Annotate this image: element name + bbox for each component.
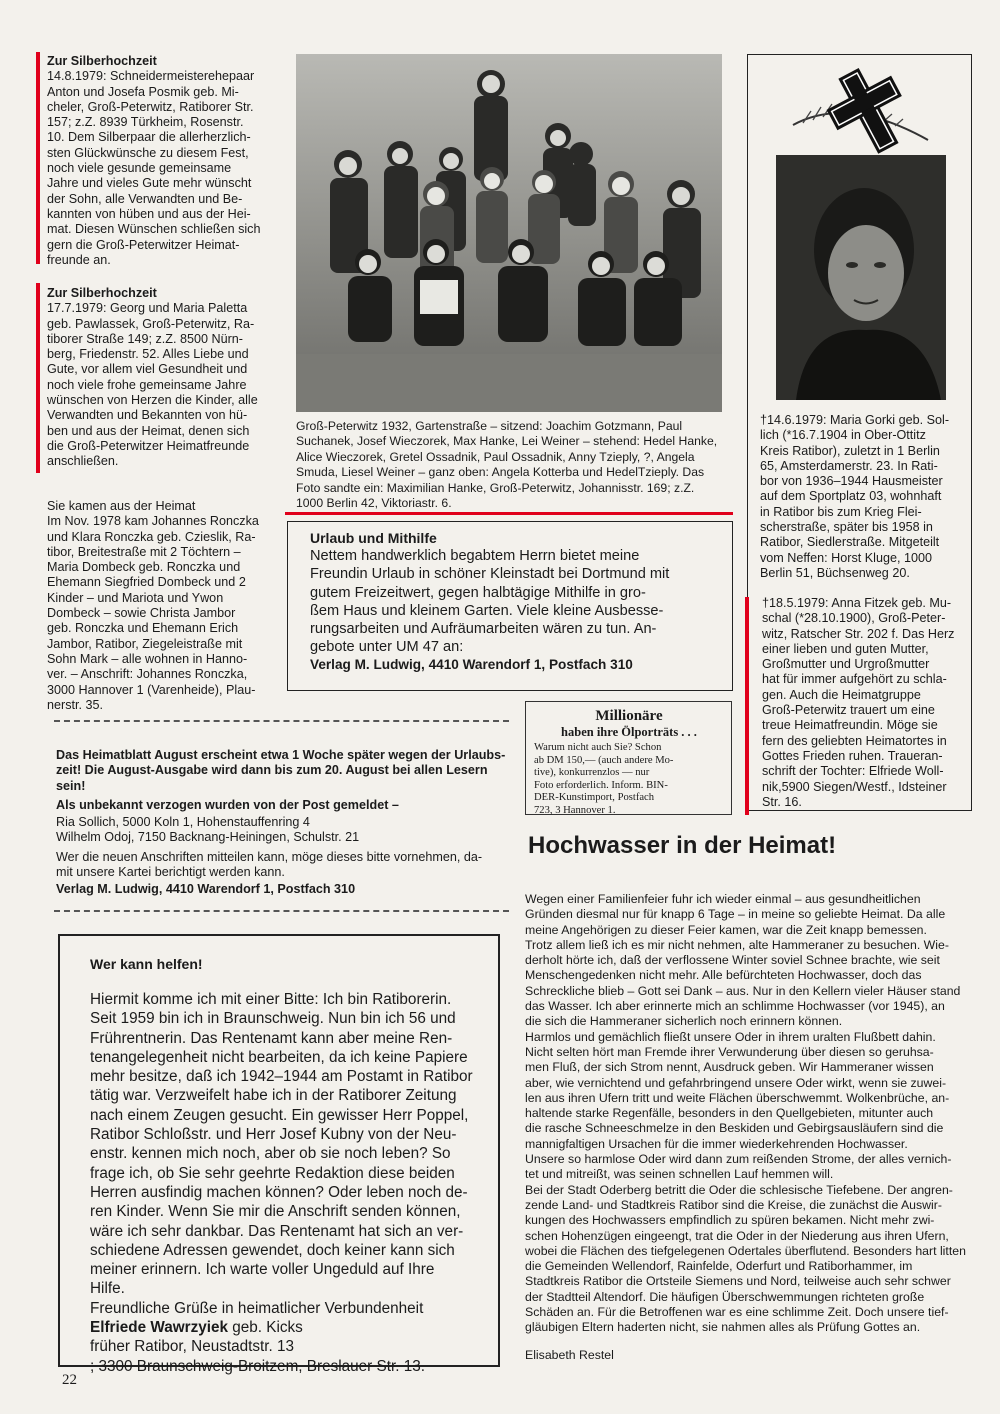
- portrait-ad: [534, 708, 724, 818]
- text-line: zende Land- und Stadtkreis Ratibor sind die Kreise, die zunächst die Auswir-: [525, 1197, 942, 1212]
- heimat-article: [47, 499, 269, 713]
- text-line: Gute, vor allem viel Gesundheit und: [47, 362, 248, 377]
- text-line: sten Glückwünsche zu diesem Fest,: [47, 145, 249, 160]
- text-line: †18.5.1979: Anna Fitzek geb. Mu-: [762, 596, 952, 610]
- article-headline: Hochwasser in der Heimat!: [528, 832, 837, 859]
- text-line: haltende starke Regenfälle, besonders in den Quellgebieten, mitunter auch: [525, 1106, 934, 1121]
- text-line: Wer die neuen Anschriften mitteilen kann, möge dieses bitte vornehmen, da-: [56, 849, 483, 864]
- text-line: der Stadtteil Altendorf. Die häufigen Überschwemmungen richteten große: [525, 1289, 925, 1304]
- text-line: Gottes Frieden ruhen. Traueran-: [762, 748, 943, 763]
- text-line: 65, Amsterdamerstr. 23. In Rati-: [760, 458, 938, 473]
- text-line: schal (*28.10.1900), Groß-Peter-: [762, 611, 946, 626]
- text-line: Unsere so harmlose Oder wird dann zum reißenden Strome, der alles vernich-: [525, 1152, 952, 1167]
- text-line: Groß-Peterwitz 1932, Gartenstraße – sitzend: Joachim Gotzmann, Paul: [296, 419, 683, 433]
- author: Elisabeth Restel: [525, 1347, 614, 1362]
- text-line: Menschengedenken nicht mehr. Alle befürchteten Hochwasser, doch das: [525, 968, 922, 983]
- text-line: Nicht selten hört man Fremde ihrer Verwunderung über diesen so geruhsa-: [525, 1044, 934, 1059]
- text-line: cheler, Groß-Peterwitz, Ratiborer Str.: [47, 99, 254, 114]
- divider: [54, 910, 509, 912]
- text-line: Wegen einer Familienfeier fuhr ich wieder einmal – aus gesundheitlichen: [525, 892, 921, 906]
- text-line: mit unsere Kartei berichtigt werden kann.: [56, 865, 285, 880]
- text-line: lich (*16.7.1904 in Ober-Ottitz: [760, 428, 926, 443]
- text-line: nik,5900 Siegen/Westf., Idsteiner: [762, 779, 947, 794]
- text-line: noch viele frohe gemeinsame Jahre: [47, 377, 247, 392]
- text-line: die Groß-Peterwitzer Heimatfreunde: [47, 438, 250, 453]
- unknown-addresses: [56, 815, 514, 846]
- text-line: berg, Friedenstr. 52. Alles Liebe und: [47, 347, 249, 362]
- text-line: Verwandten und Bekannten von hü-: [47, 408, 248, 423]
- text-line: hat für immer aufgehört zu schla-: [762, 672, 947, 687]
- text-line: die rasche Schneeschmelze in den Beskiden und Gebirgsausläufern sind die: [525, 1121, 944, 1136]
- text-line: kannten von hüben und aus der Hei-: [47, 206, 251, 221]
- text-line: Maria Dombeck geb. Ronczka und: [47, 560, 241, 575]
- text-line: zeit! Die August-Ausgabe wird dann bis zum 20. August bei allen Lesern: [56, 763, 488, 778]
- section-title: Zur Silberhochzeit: [47, 54, 157, 68]
- text-line: †14.6.1979: Maria Gorki geb. Sol-: [760, 413, 950, 427]
- text-line: Großmutter und Urgroßmutter: [762, 657, 930, 672]
- text-line: Smuda, Liesel Weiner – ganz oben: Angela Kotterba und HedelTzieply. Das: [296, 465, 705, 480]
- text-line: gutem Freizeitwert, gegen halbtägige Mithilfe in gro-: [310, 584, 646, 601]
- page-number: 22: [62, 1372, 77, 1388]
- text-line: nach einem Zeugen gesucht. Ein gewisser Herr Poppel,: [90, 1106, 469, 1124]
- article-text: [47, 499, 269, 713]
- text-line: Seit 1959 bin ich in Braunschweig. Nun bin ich 56 und: [90, 1010, 456, 1028]
- text-line: Ratibor Schloßstr. und Herr Josef Kubny von der Neu-: [90, 1126, 457, 1144]
- text-line: Jambor, Ratibor, Ziegeleistraße mit: [47, 636, 243, 651]
- text-line: Ria Sollich, 5000 Koln 1, Hohenstauffenring 4: [56, 815, 310, 830]
- obituary-text: [762, 596, 963, 810]
- text-line: anschließen.: [47, 454, 119, 469]
- text-line: noch viele gesunde gemeinsame: [47, 161, 232, 176]
- text-line: 17.7.1979: Georg und Maria Paletta: [47, 301, 248, 316]
- text-line: wäre ich sehr dankbar. Das Rentenamt hat sich an ver-: [90, 1222, 464, 1240]
- silberhochzeit-2: [47, 286, 265, 470]
- text-line: tiborer Straße 149; z.Z. 8500 Nürn-: [47, 331, 243, 346]
- text-line: vom Neffen: Horst Kluge, 1000: [760, 550, 932, 565]
- text-line: ab DM 150,— (auch andere Mo-: [534, 754, 674, 766]
- text-line: enstr. kennen mich noch, aber ob sie noch leben? So: [90, 1145, 451, 1163]
- text-line: ver. – Anschrift: Johannes Ronczka,: [47, 667, 248, 682]
- text-line: wünschen von Herzen die Kinder, alle: [47, 393, 258, 408]
- ad-text: [310, 547, 718, 656]
- text-line: 10. Dem Silberpaar die allerherzlich-: [47, 130, 251, 145]
- text-line: DER-Kunstimport, Postfach: [534, 792, 655, 804]
- caption-text: [296, 419, 732, 511]
- unknown-title: Als unbekannt verzogen wurden von der Post gemeldet –: [56, 797, 399, 812]
- text-line: schiedene Adressen gewendet, doch keiner kann sich: [90, 1241, 455, 1259]
- text-line: geb. Ronczka und Ehemann Erich: [47, 621, 239, 636]
- text-line: Sie kamen aus der Heimat: [47, 499, 196, 513]
- text-line: meine Angehörigen zu dieser Feier kamen, war die Zeit knapp bemessen.: [525, 922, 927, 937]
- portrait-photo: [776, 155, 946, 400]
- text-line: mat. Diesen Wünschen schließen sich: [47, 222, 261, 237]
- text-line: fern des geliebten Heimatortes in: [762, 733, 947, 748]
- text-line: tibor, Breitestraße mit 2 Töchtern –: [47, 544, 241, 559]
- accent-bar: [745, 597, 749, 815]
- children-photo-illustration: [296, 54, 722, 412]
- text-line: Str. 16.: [762, 794, 802, 809]
- text-line: Sohn Mark – alle wohnen in Hanno-: [47, 651, 248, 666]
- ad-text: [534, 742, 724, 818]
- section-title: Urlaub und Mithilfe: [310, 530, 437, 546]
- publisher-address: Verlag M. Ludwig, 4410 Warendorf 1, Postfach 310: [310, 657, 633, 673]
- text-line: Dombeck – sowie Christa Jambor: [47, 606, 236, 621]
- text-line: das Wasser. Ich aber erinnerte mich an schlimme Hochwasser (vor 1945), an: [525, 999, 945, 1014]
- section-title: Wer kann helfen!: [90, 956, 203, 972]
- text-line: Frührentnerin. Das Rentenamt kann aber meine Ren-: [90, 1029, 453, 1047]
- text-line: nerstr. 35.: [47, 697, 104, 712]
- text-line: die sich die Hammeraner sicherlich noch erinnern können.: [525, 1014, 843, 1029]
- obituary-box: [747, 54, 972, 811]
- text-line: schrift der Tochter: Elfriede Woll-: [762, 764, 944, 779]
- signer-name: Elfriede Wawrzyiek: [90, 1319, 229, 1337]
- text-line: tätig war. Verzweifelt habe ich in der Ratiborer Zeitung: [90, 1087, 457, 1105]
- text-line: Das Heimatblatt August erscheint etwa 1 Woche später wegen der Urlaubs-: [56, 748, 506, 762]
- text-line: aber, wie vernichtend und gefahrbringend unsere Oder wirkt, wenn sie zuwei-: [525, 1075, 947, 1090]
- text-line: gebote unter UM 47 an:: [310, 639, 464, 656]
- text-line: ben und aus der Heimat, denen sich: [47, 423, 250, 438]
- signer-maiden-name: geb. Kicks: [228, 1319, 303, 1337]
- text-line: Alice Wieczorek, Gretel Ossadnik, Paul Ossadnik, Anny Tzieply, ?, Angela: [296, 449, 695, 464]
- text-line: ren Kinder. Wenn Sie mir die Anschrift senden können,: [90, 1203, 461, 1221]
- text-line: mannigfaltigen Ursachen für die immer wiederkehrenden Hochwasser.: [525, 1136, 908, 1151]
- text-line: Schäden an. Für die Betroffenen war es eine schlimme Zeit. Doch unsere tief-: [525, 1305, 949, 1320]
- text-line: einer lieben und guten Mutter,: [762, 641, 929, 656]
- article-text: [525, 892, 977, 1336]
- text-line: Bei der Stadt Oderberg betritt die Oder die schlesische Tiefebene. Der angren-: [525, 1182, 953, 1197]
- text-line: Suchanek, Josef Wieczorek, Max Hanke, Lei Weiner – stehend: Hedel Hanke,: [296, 434, 718, 449]
- text-line: witz, Ratscher Str. 202 f. Das Herz: [762, 626, 955, 641]
- urlaub-ad-box: [287, 521, 733, 691]
- text-line: sein!: [56, 778, 86, 793]
- text-line: Harmlos und gemächlich fließt unsere Oder in ihrem uralten Flußbett dahin.: [525, 1029, 936, 1044]
- portrait-ad-box: [525, 701, 732, 815]
- text-line: rungsarbeiten und Aufräumarbeiten wären zu tun. An-: [310, 621, 657, 638]
- former-address: früher Ratibor, Neustadtstr. 13: [90, 1338, 295, 1356]
- hochwasser-article: [525, 892, 977, 1363]
- publisher-address: Verlag M. Ludwig, 4410 Warendorf 1, Postfach 310: [56, 882, 356, 897]
- text-line: men Fluß, der sich Strom nennt, Ausdruck geben. Wir Hammeraner wissen: [525, 1060, 934, 1075]
- urlaub-ad: [310, 529, 718, 675]
- text-line: Schreckliche blieb – Gott sei Dank – aus. Nur in den Kellern vieler Häuser stand: [525, 983, 961, 998]
- cross-palm-icon: [788, 65, 938, 165]
- text-line: freunde an.: [47, 252, 111, 267]
- text-line: Ratibor, Siedlerstraße. Mitgeteilt: [760, 535, 940, 550]
- text-line: Nettem handwerklich begabtem Herrn bietet meine: [310, 548, 640, 565]
- current-address: ; 3300 Braunschweig-Broitzem, Breslauer Str. 13.: [90, 1357, 425, 1375]
- text-line: wobei die Flächen des tiefgelegenen Odertales überflutend. Besonders hart litten: [525, 1243, 966, 1258]
- ad-subtitle: haben ihre Ölporträts . . .: [561, 725, 697, 739]
- text-line: Anton und Josefa Posmik geb. Mi-: [47, 84, 239, 99]
- text-line: Im Nov. 1978 kam Johannes Ronczka: [47, 514, 259, 529]
- text-line: 723, 3 Hannover 1.: [534, 804, 616, 816]
- text-line: gen. Auch die Heimatgruppe: [762, 687, 921, 702]
- text-line: Freundin Urlaub in schöner Kleinstadt bei Dortmund mit: [310, 566, 670, 583]
- section-title: Zur Silberhochzeit: [47, 286, 157, 300]
- text-line: die Gemeinden Wellendorf, Rainfelde, Oderfurt und Ratiborhammer, im: [525, 1259, 913, 1274]
- text-line: tive), konkurrenzlos — nur: [534, 767, 650, 779]
- text-line: Wilhelm Odoj, 7150 Backnang-Heiningen, Schulstr. 21: [56, 830, 360, 845]
- text-line: bor von 1936–1944 Hausmeister: [760, 474, 943, 489]
- accent-bar: [36, 283, 40, 473]
- text-line: len aus ihren Ufern tritt und weite Flächen überschwemmt. Wolkenbrüche, an-: [525, 1090, 950, 1105]
- text-line: Jahre und vieles Gute mehr wünscht: [47, 176, 252, 191]
- text-line: Foto sandte ein: Maximilian Hanke, Groß-Peterwitz, Johannisstr. 169; z.Z.: [296, 480, 695, 495]
- request-text: [56, 850, 514, 881]
- text-line: kungen des Hochwassers empfindlich zu spüren bekamen. Nicht mehr zwi-: [525, 1213, 935, 1228]
- text-line: Berlin 51, Büchsenweg 20.: [760, 565, 910, 580]
- text-line: Gründen diesmal nur für knapp 6 Tage – in meine so geliebte Heimat. Da alle: [525, 907, 946, 922]
- text-line: Ehemann Siegfried Dombeck und 2: [47, 575, 246, 590]
- text-line: in Ratibor bis zum Krieg Flei-: [760, 504, 922, 519]
- signature-line: [90, 1318, 484, 1337]
- text-line: Stadtkreis Ratibor die Ortsteile Siemens und Nord, teilweise auch sehr schwer: [525, 1274, 951, 1289]
- text-line: auf dem Sportplatz 03, wohnhaft: [760, 489, 942, 504]
- letter-text: [90, 990, 484, 1299]
- text-line: 14.8.1979: Schneidermeisterehepaar: [47, 69, 255, 84]
- text-line: Kinder – und Mariota und Ywon: [47, 590, 224, 605]
- text-line: Kreis Ratibor), zuletzt in 1 Berlin: [760, 443, 940, 458]
- text-line: 3000 Hannover 1 (Varenheide), Plau-: [47, 682, 256, 697]
- text-line: Foto erforderlich. Inform. BIN-: [534, 779, 668, 791]
- ad-title: Millionäre: [595, 708, 663, 724]
- article-text: [47, 69, 265, 268]
- text-line: scherstraße, später bis 1958 in: [760, 520, 933, 535]
- text-line: 157; z.Z. 8939 Türkheim, Rosenstr.: [47, 115, 244, 130]
- text-line: gläubigen Eltern haderten nicht, sie nahmen alles als Prüfung Gottes an.: [525, 1320, 921, 1335]
- text-line: der Sohn, alle Verwandten und Be-: [47, 191, 243, 206]
- text-line: Herren ausfindig machen können? Oder leben noch de-: [90, 1183, 468, 1201]
- text-line: Hilfe.: [90, 1280, 125, 1298]
- accent-rule: [285, 512, 733, 515]
- text-line: frage ich, ob Sie sehr geehrte Redaktion diese beiden: [90, 1164, 455, 1182]
- text-line: tenangelegenheit nicht bearbeiten, da ich keine Papiere: [90, 1048, 468, 1066]
- help-request-text: [90, 990, 484, 1376]
- text-line: gern die Groß-Peterwitzer Heimat-: [47, 237, 240, 252]
- greeting: Freundliche Grüße in heimatlicher Verbundenheit: [90, 1299, 424, 1317]
- obituary-gorki: [760, 413, 963, 581]
- text-line: und Klara Ronczka geb. Czieslik, Ra-: [47, 529, 256, 544]
- divider: [54, 720, 509, 722]
- text-line: meiner erinnern. Ich warte voller Ungeduld auf Ihre: [90, 1261, 435, 1279]
- photo-caption: [296, 419, 732, 511]
- text-line: Warum nicht auch Sie? Schon: [534, 742, 662, 753]
- group-photo: [296, 54, 722, 412]
- notice-text: [56, 748, 514, 794]
- text-line: geb. Pawlassek, Groß-Peterwitz, Ra-: [47, 316, 255, 331]
- article-text: [47, 301, 265, 469]
- text-line: 1000 Berlin 42, Viktoriastr. 6.: [296, 496, 452, 511]
- woman-portrait-illustration: [776, 155, 946, 400]
- notice-block: [56, 748, 514, 898]
- obituary-text: [760, 413, 963, 581]
- text-line: derholt hörte ich, daß der verflossene Winter soviel Schnee brachte, wie seit: [525, 953, 940, 968]
- text-line: Hiermit komme ich mit einer Bitte: Ich bin Ratiborerin.: [90, 991, 452, 1008]
- text-line: Trotz allem ließ ich es mir nicht nehmen, alte Hammeraner zu besuchen. Wie-: [525, 937, 949, 952]
- text-line: treue Heimatfreundin. Möge sie: [762, 718, 938, 733]
- text-line: schen Hohenzügen eingeengt, trat die Oder in der Niederung aus ihren Ufern,: [525, 1228, 949, 1243]
- help-request-box: [58, 934, 500, 1375]
- silberhochzeit-1: [47, 54, 265, 268]
- obituary-fitzek: [762, 596, 963, 810]
- text-line: mehr besitze, daß ich 1942–1944 am Postamt in Ratibor: [90, 1068, 473, 1086]
- text-line: ßem Haus und kleinem Garten. Viele kleine Ausbesse-: [310, 602, 664, 619]
- text-line: tet und mitreißt, was seinen schnellen Lauf hemmen will.: [525, 1167, 834, 1182]
- text-line: Groß-Peterwitz trauert um eine: [762, 703, 935, 718]
- accent-bar: [36, 52, 40, 264]
